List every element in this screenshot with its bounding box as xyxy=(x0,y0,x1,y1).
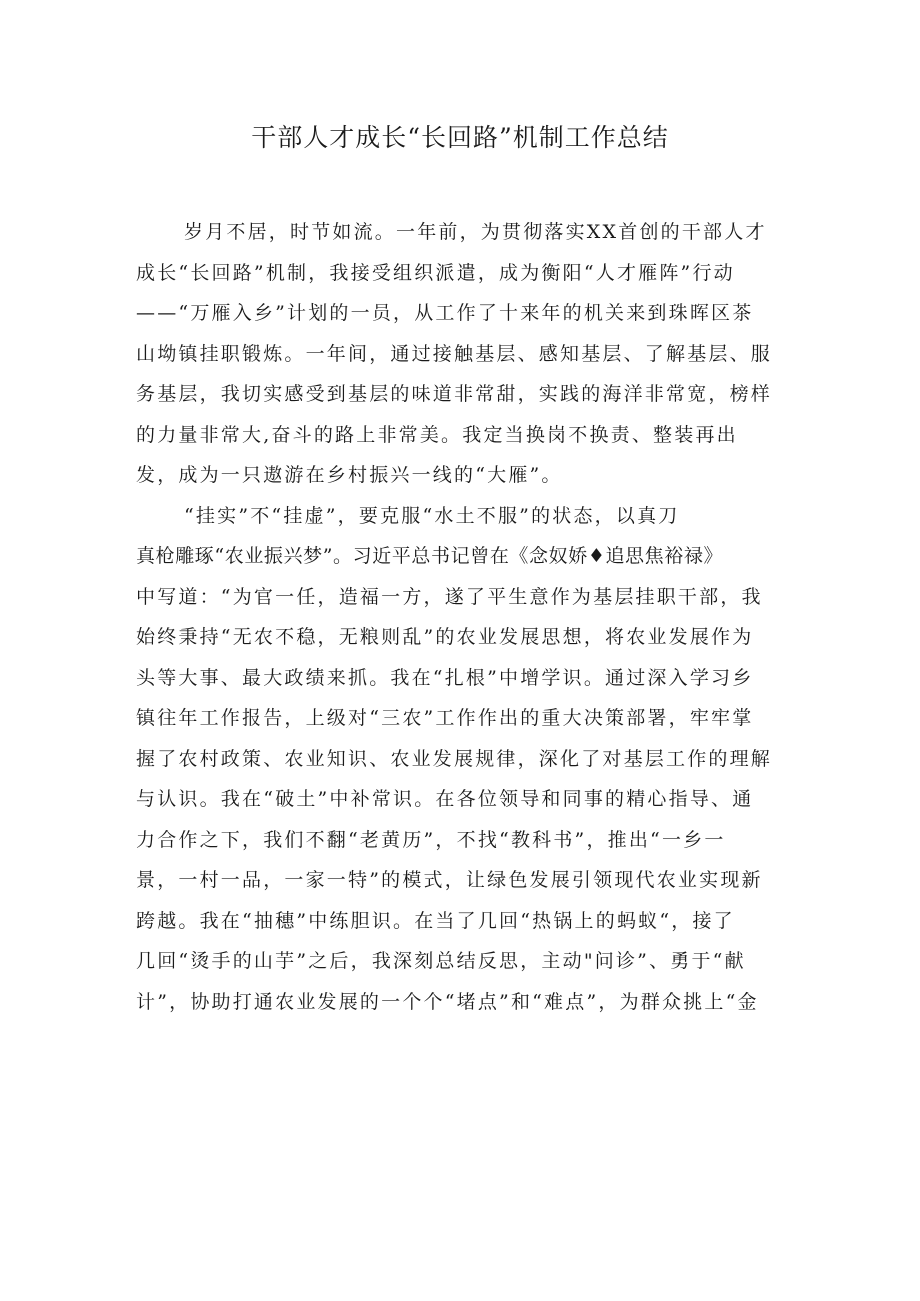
paragraph-1-line-2: 成长“长回路”机制，我接受组织派遣，成为衡阳“人才雁阵”行动 xyxy=(136,261,735,284)
paragraph-2-line-6: 镇往年工作报告，上级对“三农”工作作出的重大决策部署，牢牢掌 xyxy=(136,707,754,729)
paragraph-2-line-10: 景，一村一品，一家一特”的模式，让绿色发展引领现代农业实现新 xyxy=(136,869,763,891)
paragraph-2-line-5: 头等大事、最大政绩来抓。我在“扎根”中增学识。通过深入学习乡 xyxy=(136,666,754,689)
paragraph-2-line-4: 始终秉持“无农不稳，无粮则乱”的农业发展思想，将农业发展作为 xyxy=(136,626,754,648)
paragraph-1-line-5: 务基层，我切实感受到基层的味道非常甜，实践的海洋非常宽，榜样 xyxy=(136,383,773,405)
paragraph-2-line-8: 与认识。我在“破土”中补常识。在各位领导和同事的精心指导、通 xyxy=(136,788,754,810)
paragraph-2-line-2: 真枪雕琢“农业振兴梦”。习近平总书记曾在《念奴娇♦追思焦裕禄》 xyxy=(136,545,724,567)
paragraph-2-line-7: 握了农村政策、农业知识、农业发展规律，深化了对基层工作的理解 xyxy=(136,747,773,770)
paragraph-1-line-4: 山坳镇挂职锻炼。一年间，通过接触基层、感知基层、了解基层、服 xyxy=(136,342,773,365)
document-title: 干部人才成长“长回路”机制工作总结 xyxy=(251,123,669,152)
paragraph-2-line-13: 计”，协助打通农业发展的一个个“堵点”和“难点”，为群众挑上“金 xyxy=(136,990,759,1013)
paragraph-2-line-3: 中写道：“为官一任，造福一方，遂了平生意作为基层挂职干部，我 xyxy=(136,585,763,608)
paragraph-2-line-9: 力合作之下，我们不翻“老黄历”，不找“教科书”，推出“一乡一 xyxy=(136,828,726,851)
paragraph-1-line-3: ——“万雁入乡”计划的一员，从工作了十来年的机关来到珠晖区茶 xyxy=(136,302,754,324)
paragraph-1-line-7: 发，成为一只遨游在乡村振兴一线的“大雁”。 xyxy=(136,464,563,486)
paragraph-1-line-6: 的力量非常大,奋斗的路上非常美。我定当换岗不换责、整装再出 xyxy=(136,423,738,446)
paragraph-2-line-1: “挂实”不“挂虚”，要克服“水土不服”的状态，以真刀 xyxy=(184,504,680,527)
document-body xyxy=(136,212,796,1022)
paragraph-2-line-12: 几回“烫手的山芋”之后，我深刻总结反思，主动"问诊”、勇于“献 xyxy=(136,950,746,972)
paragraph-1-line-1: 岁月不居，时节如流。一年前，为贯彻落实XX首创的干部人才 xyxy=(184,221,767,243)
paragraph-2-line-11: 跨越。我在“抽穗”中练胆识。在当了几回“热锅上的蚂蚁“，接了 xyxy=(136,909,735,932)
